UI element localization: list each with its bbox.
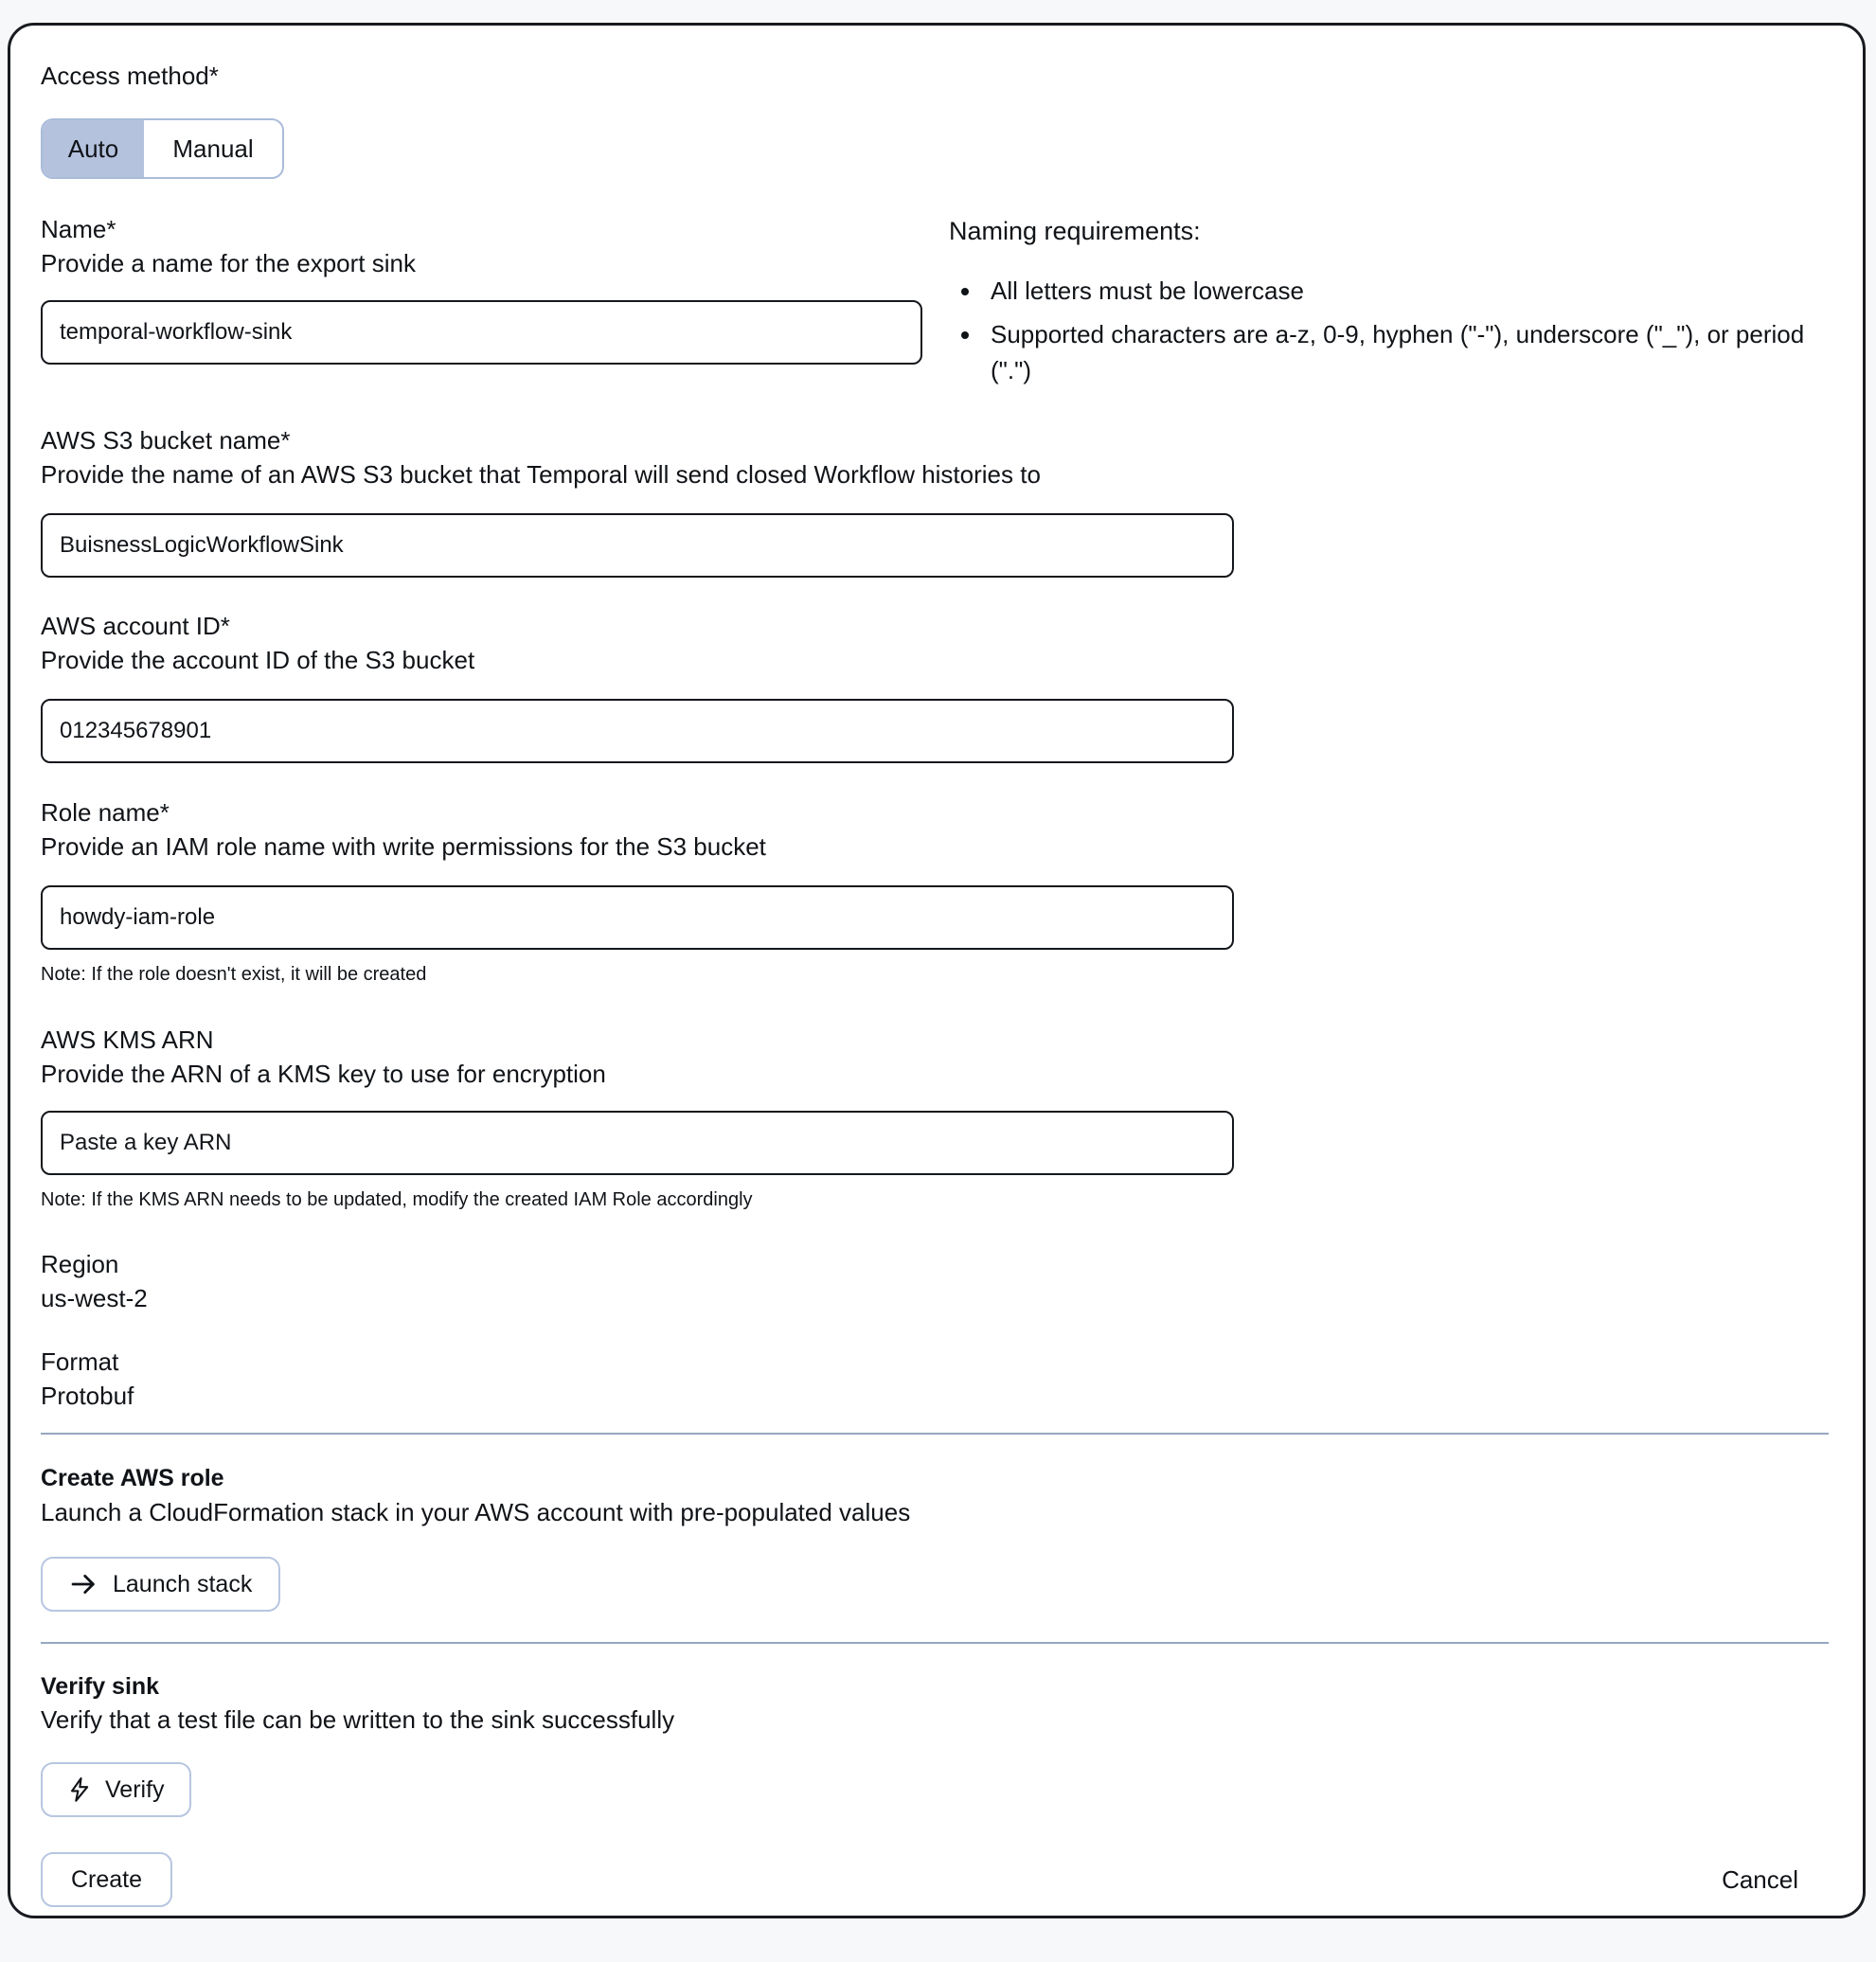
role-description: Provide an IAM role name with write permissions for the S3 bucket bbox=[41, 832, 766, 861]
access-method-option-manual[interactable]: Manual bbox=[144, 120, 282, 177]
naming-requirement-item: • Supported characters are a-z, 0-9, hyphen ("-"), underscore ("_"), or period (".") bbox=[983, 316, 1829, 388]
kms-description: Provide the ARN of a KMS key to use for encryption bbox=[41, 1060, 606, 1088]
verify-section bbox=[41, 1675, 1829, 1817]
access-method-option-auto[interactable]: Auto bbox=[43, 120, 144, 177]
bucket-section bbox=[41, 428, 1829, 578]
access-method-label: Access method* bbox=[41, 62, 219, 90]
launch-stack-label: Launch stack bbox=[113, 1570, 253, 1597]
access-method-toggle bbox=[41, 118, 284, 179]
name-description: Provide a name for the export sink bbox=[41, 249, 416, 277]
create-button[interactable] bbox=[41, 1852, 172, 1907]
kms-label: AWS KMS ARN bbox=[41, 1026, 214, 1054]
launch-stack-button[interactable] bbox=[41, 1557, 280, 1612]
create-role-title: Create AWS role bbox=[41, 1465, 224, 1491]
role-input[interactable] bbox=[41, 885, 1234, 950]
verify-button[interactable] bbox=[41, 1762, 191, 1817]
format-label: Format bbox=[41, 1347, 119, 1376]
region-value: us-west-2 bbox=[41, 1284, 148, 1312]
role-note: Note: If the role doesn't exist, it will be created bbox=[41, 964, 427, 985]
form-footer bbox=[41, 1852, 1829, 1907]
name-input[interactable] bbox=[41, 300, 922, 365]
create-label: Create bbox=[71, 1865, 143, 1893]
format-value: Protobuf bbox=[41, 1382, 134, 1410]
account-section bbox=[41, 614, 1829, 763]
format-group bbox=[41, 1349, 1829, 1408]
lightning-bolt-icon bbox=[67, 1776, 92, 1803]
verify-title: Verify sink bbox=[41, 1673, 160, 1700]
naming-requirements-title: Naming requirements: bbox=[949, 217, 1201, 245]
region-label: Region bbox=[41, 1250, 119, 1278]
bucket-description: Provide the name of an AWS S3 bucket that Temporal will send closed Workflow histories to bbox=[41, 460, 1041, 489]
arrow-right-icon bbox=[69, 1570, 98, 1598]
kms-section bbox=[41, 1027, 1829, 1209]
cancel-link[interactable]: Cancel bbox=[1722, 1864, 1798, 1894]
kms-note: Note: If the KMS ARN needs to be updated, modify the created IAM Role accordingly bbox=[41, 1189, 753, 1210]
kms-input[interactable] bbox=[41, 1111, 1234, 1175]
divider bbox=[41, 1433, 1829, 1435]
account-input[interactable] bbox=[41, 699, 1234, 763]
verify-description: Verify that a test file can be written to the sink successfully bbox=[41, 1705, 675, 1734]
bucket-input[interactable] bbox=[41, 513, 1234, 578]
naming-requirement-item: • All letters must be lowercase bbox=[983, 273, 1829, 309]
account-label: AWS account ID* bbox=[41, 612, 230, 640]
create-role-description: Launch a CloudFormation stack in your AWS account with pre-populated values bbox=[41, 1498, 911, 1526]
verify-label: Verify bbox=[105, 1775, 165, 1803]
account-description: Provide the account ID of the S3 bucket bbox=[41, 646, 475, 674]
role-section bbox=[41, 800, 1829, 984]
divider bbox=[41, 1642, 1829, 1644]
name-label: Name* bbox=[41, 215, 116, 243]
region-group bbox=[41, 1252, 1829, 1311]
role-label: Role name* bbox=[41, 798, 170, 827]
export-sink-form bbox=[8, 23, 1866, 1918]
naming-requirements-list bbox=[949, 273, 1829, 388]
create-role-section bbox=[41, 1467, 1829, 1612]
bucket-label: AWS S3 bucket name* bbox=[41, 426, 291, 455]
